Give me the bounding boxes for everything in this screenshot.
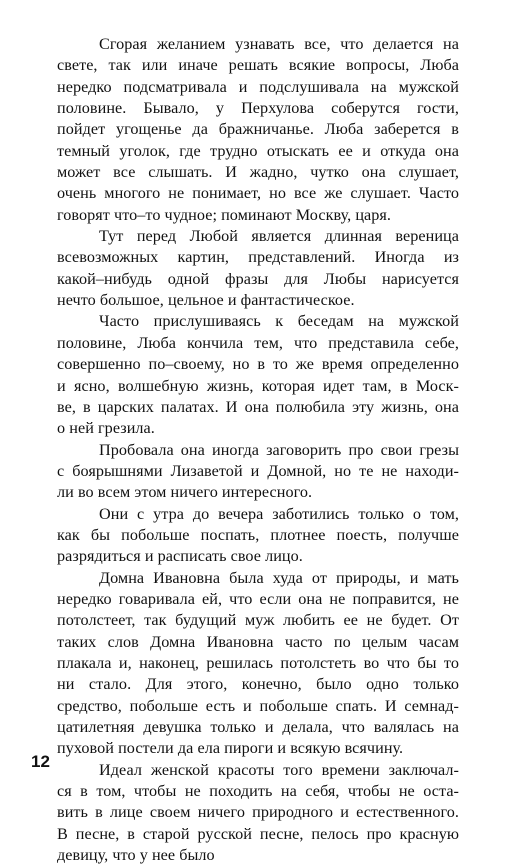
text-line: с боярышнями Лизаветой и Домной, но те не находи- bbox=[57, 461, 459, 480]
text-line: Сгорая желанием узнавать все, что делается на bbox=[99, 35, 459, 53]
text-line: пуховой постели да ела пироги и всякую всячину. bbox=[57, 739, 404, 758]
text-line: ли во всем этом ничего интересного. bbox=[57, 483, 313, 502]
text-line: и ясно, волшебную жизнь, которая идет там, в Моск- bbox=[57, 376, 459, 395]
text-line: Идеал женской красоты того времени заключал- bbox=[99, 760, 459, 779]
text-line: нередко подсматривала и подслушивала на мужской bbox=[57, 77, 459, 96]
text-line: цатилетняя девушка только и делала, что валялась на bbox=[57, 718, 459, 736]
text-line: таких слов Домна Ивановна часто по целым часам bbox=[57, 632, 459, 651]
text-line: ве, в царских палатах. И она полюбила эту жизнь, она bbox=[57, 397, 459, 416]
text-line: половине, Люба кончила тем, что представила себе, bbox=[57, 333, 459, 352]
paragraph-3 bbox=[57, 311, 459, 439]
paragraph-7 bbox=[57, 760, 459, 866]
page-number: 12 bbox=[31, 752, 50, 771]
text-line: ни стало. Для этого, конечно, было одно только bbox=[57, 675, 459, 694]
paragraph-2 bbox=[57, 226, 459, 311]
text-line: вить в лице своем ничего природного и естественного. bbox=[57, 803, 459, 822]
paragraph-5 bbox=[57, 504, 459, 568]
text-line: Часто прислушиваясь к беседам на мужской bbox=[99, 312, 459, 331]
text-line: может все слышать. И жадно, чутко она слушает, bbox=[57, 163, 459, 182]
text-line: Домна Ивановна была худа от природы, и мать bbox=[99, 568, 459, 587]
text-line: нередко говаривала ей, что если она не поправится, не bbox=[57, 589, 459, 608]
text-line: пойдет угощенье да бражничанье. Люба заберется в bbox=[57, 120, 459, 139]
text-line: девицу, что у нее было bbox=[57, 846, 215, 865]
text-line: потолстеет, так будущий муж любить ее не будет. От bbox=[57, 611, 459, 630]
text-line: о ней грезила. bbox=[57, 419, 155, 438]
text-line: какой–нибудь одной фразы для Любы нарисуется bbox=[57, 269, 459, 288]
text-line: средство, побольше есть и побольше спать. И семнад- bbox=[57, 696, 459, 715]
text-line: свете, так или иначе решать всякие вопросы, Люба bbox=[57, 56, 459, 75]
paragraph-6 bbox=[57, 568, 459, 760]
text-line: плакала и, наконец, решилась потолстеть во что бы то bbox=[57, 653, 459, 672]
text-line: Пробовала она иногда заговорить про свои грезы bbox=[99, 440, 459, 459]
text-line: Тут перед Любой является длинная вереница bbox=[99, 227, 459, 246]
text-line: говорят что–то чудное; поминают Москву, царя. bbox=[57, 205, 392, 224]
text-line: очень многого не понимает, но все же слушает. Часто bbox=[57, 184, 459, 203]
text-line: темный уголок, где трудно отыскать ее и откуда она bbox=[57, 141, 459, 160]
text-line: Они с утра до вечера заботились только о том, bbox=[99, 504, 459, 523]
text-line: В песне, в старой русской песне, пелось про красную bbox=[57, 824, 459, 843]
text-line: нечто большое, цельное и фантастическое. bbox=[57, 291, 355, 310]
body-text bbox=[57, 34, 459, 866]
paragraph-1 bbox=[57, 34, 459, 226]
text-line: совершенно по–своему, но в то же время определенно bbox=[57, 355, 459, 374]
text-line: половине. Бывало, у Перхулова соберутся гости, bbox=[57, 99, 459, 118]
text-line: всевозможных картин, представлений. Иногда из bbox=[57, 248, 459, 267]
paragraph-4 bbox=[57, 440, 459, 504]
text-line: ся в том, чтобы не походить на себя, чтобы не оста- bbox=[57, 782, 459, 801]
text-line: разрядиться и расписать свое лицо. bbox=[57, 547, 303, 566]
text-line: как бы побольше поспать, плотнее поесть, получше bbox=[57, 525, 459, 544]
